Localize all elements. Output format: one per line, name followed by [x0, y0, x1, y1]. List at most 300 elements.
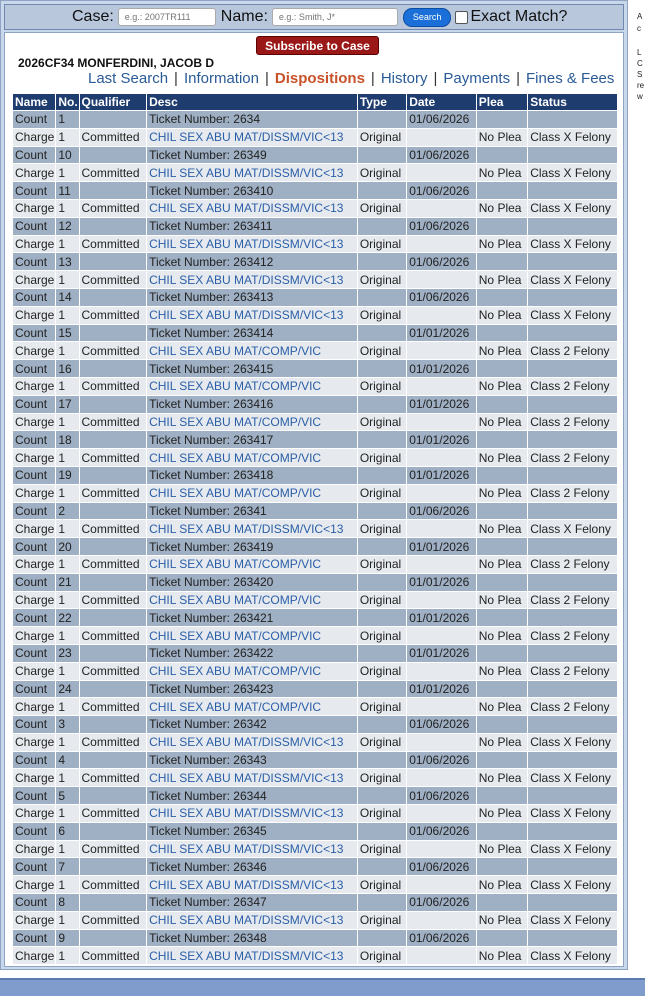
cell-type	[358, 111, 406, 128]
cell-desc[interactable]: CHIL SEX ABU MAT/DISSM/VIC<13	[147, 307, 357, 324]
cell-no: 7	[56, 858, 78, 875]
cell-date: 01/06/2026	[407, 253, 476, 270]
cell-desc: Ticket Number: 26341	[147, 503, 357, 520]
col-header-date: Date	[407, 94, 476, 110]
table-row	[13, 253, 617, 270]
cell-no: 21	[56, 574, 78, 591]
case-panel	[4, 32, 624, 967]
cell-type: Original	[358, 307, 406, 324]
cell-date: 01/06/2026	[407, 111, 476, 128]
cell-desc[interactable]: CHIL SEX ABU MAT/COMP/VIC	[147, 663, 357, 680]
cell-name: Charge	[15, 735, 55, 750]
cell-status	[528, 609, 617, 626]
cell-status: Class X Felony	[528, 129, 617, 146]
cell-no: 13	[56, 253, 78, 270]
cell-type	[358, 609, 406, 626]
cell-desc: Ticket Number: 263410	[147, 182, 357, 199]
table-row	[13, 129, 617, 146]
cell-date	[407, 663, 476, 680]
right-edge-letter: A	[637, 12, 643, 21]
table-row	[13, 538, 617, 555]
cell-no: 9	[56, 930, 78, 947]
cell-qualifier: Committed	[80, 520, 147, 537]
col-header-no: No.	[58, 95, 78, 109]
table-row	[13, 467, 617, 484]
name-input[interactable]	[272, 8, 398, 26]
cell-plea: No Plea	[477, 876, 527, 893]
cell-qualifier	[80, 396, 147, 413]
cell-date	[407, 627, 476, 644]
cell-plea: No Plea	[477, 236, 527, 253]
cell-name: Charge	[15, 948, 55, 963]
table-row	[13, 716, 617, 733]
cell-plea	[477, 253, 527, 270]
cell-date: 01/01/2026	[407, 645, 476, 662]
cell-status	[528, 574, 617, 591]
cell-type: Original	[358, 912, 406, 929]
cell-status: Class X Felony	[528, 200, 617, 217]
cell-status	[528, 431, 617, 448]
cell-name: Charge	[15, 130, 55, 145]
cell-status	[528, 681, 617, 698]
cell-date: 01/06/2026	[407, 894, 476, 911]
cell-desc: Ticket Number: 263412	[147, 253, 357, 270]
cell-no: 1	[56, 627, 78, 644]
cell-desc: Ticket Number: 26342	[147, 716, 357, 733]
cell-qualifier: Committed	[80, 627, 147, 644]
cell-type: Original	[358, 129, 406, 146]
cell-desc[interactable]: CHIL SEX ABU MAT/DISSM/VIC<13	[147, 164, 357, 181]
cell-no: 1	[56, 271, 78, 288]
cell-status	[528, 858, 617, 875]
cell-name: Count	[13, 111, 55, 128]
table-row	[13, 236, 617, 253]
cell-date: 01/01/2026	[407, 538, 476, 555]
cell-no: 1	[56, 111, 78, 128]
cell-plea: No Plea	[477, 663, 527, 680]
cell-date: 01/06/2026	[407, 716, 476, 733]
cell-type: Original	[358, 164, 406, 181]
cell-plea	[477, 182, 527, 199]
cell-name: Count	[13, 930, 55, 947]
cell-type	[358, 396, 406, 413]
cell-date	[407, 307, 476, 324]
cell-status: Class X Felony	[528, 734, 617, 751]
cell-status: Class 2 Felony	[528, 592, 617, 609]
cell-name: Count	[13, 645, 55, 662]
cell-qualifier	[80, 289, 147, 306]
col-header-type: Type	[358, 94, 406, 110]
search-button[interactable]: Search	[403, 8, 452, 27]
tab-information[interactable]: Information	[183, 70, 259, 87]
table-row	[13, 681, 617, 698]
table-header-row	[13, 94, 617, 110]
cell-qualifier: Committed	[80, 449, 147, 466]
cell-status	[528, 716, 617, 733]
table-row	[13, 289, 617, 306]
cell-plea	[477, 325, 527, 342]
cell-desc[interactable]: CHIL SEX ABU MAT/COMP/VIC	[147, 556, 357, 573]
table-body	[13, 111, 617, 964]
cell-desc[interactable]: CHIL SEX ABU MAT/COMP/VIC	[147, 342, 357, 359]
cell-no: 22	[56, 609, 78, 626]
cell-desc[interactable]: CHIL SEX ABU MAT/DISSM/VIC<13	[147, 805, 357, 822]
cell-type	[358, 574, 406, 591]
cell-plea	[477, 431, 527, 448]
table-row	[13, 912, 617, 929]
cell-no: 10	[56, 147, 78, 164]
cell-no: 1	[56, 592, 78, 609]
cell-desc[interactable]: CHIL SEX ABU MAT/COMP/VIC	[147, 449, 357, 466]
cell-no: 23	[56, 645, 78, 662]
cell-type	[358, 787, 406, 804]
cell-desc: Ticket Number: 263421	[147, 609, 357, 626]
cell-date: 01/01/2026	[407, 325, 476, 342]
cell-date	[407, 378, 476, 395]
nav-separator: |	[265, 70, 269, 87]
cell-status: Class 2 Felony	[528, 414, 617, 431]
cell-no: 1	[56, 734, 78, 751]
exact-match-toggle[interactable]	[455, 8, 567, 26]
table-row	[13, 663, 617, 680]
cell-date	[407, 271, 476, 288]
cell-type	[358, 467, 406, 484]
cell-no: 18	[56, 431, 78, 448]
cell-plea	[477, 396, 527, 413]
cell-plea	[477, 894, 527, 911]
cell-type	[358, 823, 406, 840]
cell-qualifier: Committed	[80, 734, 147, 751]
cell-plea	[477, 716, 527, 733]
table-row	[13, 556, 617, 573]
cell-qualifier: Committed	[80, 164, 147, 181]
cell-plea	[477, 538, 527, 555]
cell-type: Original	[358, 342, 406, 359]
cell-name: Count	[13, 894, 55, 911]
cell-desc[interactable]: CHIL SEX ABU MAT/DISSM/VIC<13	[147, 912, 357, 929]
table-row	[13, 752, 617, 769]
cell-type: Original	[358, 734, 406, 751]
cell-qualifier: Committed	[80, 556, 147, 573]
cell-desc[interactable]: CHIL SEX ABU MAT/COMP/VIC	[147, 592, 357, 609]
cell-status: Class X Felony	[528, 805, 617, 822]
cell-type	[358, 253, 406, 270]
cell-plea	[477, 218, 527, 235]
table-row	[13, 858, 617, 875]
cell-date: 01/01/2026	[407, 396, 476, 413]
cell-plea	[477, 752, 527, 769]
cell-qualifier	[80, 609, 147, 626]
cell-date: 01/06/2026	[407, 787, 476, 804]
cell-status: Class X Felony	[528, 236, 617, 253]
cell-desc: Ticket Number: 26345	[147, 823, 357, 840]
cell-status: Class 2 Felony	[528, 449, 617, 466]
cell-name: Count	[13, 538, 55, 555]
cell-date: 01/06/2026	[407, 930, 476, 947]
cell-plea: No Plea	[477, 805, 527, 822]
cell-name: Count	[13, 467, 55, 484]
cell-name: Charge	[15, 699, 55, 714]
cell-desc[interactable]: CHIL SEX ABU MAT/DISSM/VIC<13	[147, 129, 357, 146]
cell-no: 1	[56, 485, 78, 502]
table-row	[13, 485, 617, 502]
table-row	[13, 147, 617, 164]
table-row	[13, 894, 617, 911]
tab-payments[interactable]: Payments	[443, 70, 511, 87]
col-header-qualifier: Qualifier	[80, 94, 147, 110]
cell-desc[interactable]: CHIL SEX ABU MAT/COMP/VIC	[147, 378, 357, 395]
cell-date	[407, 876, 476, 893]
cell-qualifier	[80, 858, 147, 875]
cell-desc: Ticket Number: 26348	[147, 930, 357, 947]
tab-dispositions[interactable]: Dispositions	[274, 70, 365, 87]
cell-name: Count	[13, 289, 55, 306]
cell-no: 15	[56, 325, 78, 342]
table-row	[13, 342, 617, 359]
cell-plea	[477, 823, 527, 840]
table-row	[13, 164, 617, 181]
col-header-plea: Plea	[477, 94, 527, 110]
table-row	[13, 182, 617, 199]
cell-qualifier: Committed	[80, 378, 147, 395]
cell-desc[interactable]: CHIL SEX ABU MAT/DISSM/VIC<13	[147, 200, 357, 217]
cell-name: Charge	[15, 806, 55, 821]
cell-status	[528, 823, 617, 840]
cell-type: Original	[358, 769, 406, 786]
tab-last-search[interactable]: Last Search	[88, 70, 169, 87]
cell-date	[407, 164, 476, 181]
cell-status	[528, 787, 617, 804]
tab-history[interactable]: History	[380, 70, 428, 87]
cell-desc[interactable]: CHIL SEX ABU MAT/DISSM/VIC<13	[147, 947, 357, 964]
cell-desc: Ticket Number: 263420	[147, 574, 357, 591]
cell-desc: Ticket Number: 263415	[147, 360, 357, 377]
cell-type	[358, 716, 406, 733]
cell-name: Count	[13, 609, 55, 626]
cell-name: Count	[13, 681, 55, 698]
cell-qualifier	[80, 894, 147, 911]
cell-qualifier: Committed	[80, 307, 147, 324]
cell-plea: No Plea	[477, 556, 527, 573]
cell-type: Original	[358, 378, 406, 395]
cell-plea: No Plea	[477, 200, 527, 217]
cell-name: Count	[13, 787, 55, 804]
subscribe-button[interactable]: Subscribe to Case	[256, 36, 379, 55]
cell-desc: Ticket Number: 263423	[147, 681, 357, 698]
cell-type	[358, 431, 406, 448]
cell-status: Class X Felony	[528, 520, 617, 537]
cell-desc[interactable]: CHIL SEX ABU MAT/DISSM/VIC<13	[147, 236, 357, 253]
table-row	[13, 645, 617, 662]
cell-date: 01/06/2026	[407, 823, 476, 840]
right-edge-letter: S	[637, 70, 643, 79]
cell-name: Charge	[15, 877, 55, 892]
cell-qualifier	[80, 645, 147, 662]
cell-qualifier	[80, 787, 147, 804]
cell-plea	[477, 787, 527, 804]
cell-desc[interactable]: CHIL SEX ABU MAT/DISSM/VIC<13	[147, 520, 357, 537]
cell-type: Original	[358, 449, 406, 466]
cell-qualifier	[80, 716, 147, 733]
cell-plea	[477, 289, 527, 306]
nav-separator: |	[433, 70, 438, 87]
cell-date: 01/06/2026	[407, 503, 476, 520]
cell-type: Original	[358, 627, 406, 644]
nav-separator: |	[370, 70, 375, 87]
right-edge-text	[629, 0, 645, 970]
cell-name: Charge	[15, 521, 55, 536]
cell-date	[407, 912, 476, 929]
cell-qualifier	[80, 147, 147, 164]
cell-desc[interactable]: CHIL SEX ABU MAT/COMP/VIC	[147, 485, 357, 502]
right-edge-letter: w	[637, 92, 643, 101]
cell-status: Class 2 Felony	[528, 627, 617, 644]
cell-qualifier: Committed	[80, 912, 147, 929]
cell-name: Count	[13, 182, 55, 199]
cell-desc: Ticket Number: 26346	[147, 858, 357, 875]
table-row	[13, 769, 617, 786]
cell-qualifier	[80, 253, 147, 270]
cell-date: 01/06/2026	[407, 182, 476, 199]
cell-desc: Ticket Number: 263422	[147, 645, 357, 662]
cell-type: Original	[358, 698, 406, 715]
cell-no: 14	[56, 289, 78, 306]
cell-qualifier: Committed	[80, 698, 147, 715]
cell-name: Charge	[15, 450, 55, 465]
cell-date	[407, 947, 476, 964]
cell-name: Count	[13, 823, 55, 840]
cell-date	[407, 698, 476, 715]
cell-date: 01/01/2026	[407, 360, 476, 377]
cell-no: 1	[56, 805, 78, 822]
nav-separator: |	[516, 70, 521, 87]
exact-match-checkbox[interactable]	[455, 11, 468, 24]
cell-no: 1	[56, 698, 78, 715]
cell-type	[358, 182, 406, 199]
table-row	[13, 574, 617, 591]
col-header-name: Name	[13, 94, 55, 110]
cell-status: Class X Felony	[528, 769, 617, 786]
table-row	[13, 592, 617, 609]
cell-plea: No Plea	[477, 841, 527, 858]
cell-qualifier: Committed	[80, 947, 147, 964]
cell-date	[407, 129, 476, 146]
cell-no: 1	[56, 556, 78, 573]
cell-name: Charge	[15, 664, 55, 679]
cell-qualifier	[80, 182, 147, 199]
table-row	[13, 841, 617, 858]
cell-type: Original	[358, 520, 406, 537]
table-row	[13, 520, 617, 537]
cell-qualifier: Committed	[80, 805, 147, 822]
cell-date	[407, 414, 476, 431]
table-row	[13, 734, 617, 751]
case-label: Case:	[72, 8, 114, 25]
cell-desc[interactable]: CHIL SEX ABU MAT/DISSM/VIC<13	[147, 876, 357, 893]
cell-qualifier	[80, 503, 147, 520]
cell-date: 01/06/2026	[407, 147, 476, 164]
cell-name: Charge	[15, 842, 55, 857]
cell-type: Original	[358, 200, 406, 217]
cell-desc[interactable]: CHIL SEX ABU MAT/COMP/VIC	[147, 698, 357, 715]
cell-name: Charge	[15, 770, 55, 785]
cell-date: 01/06/2026	[407, 752, 476, 769]
cell-name: Charge	[15, 308, 55, 323]
cell-desc: Ticket Number: 263414	[147, 325, 357, 342]
cell-qualifier: Committed	[80, 841, 147, 858]
cell-no: 1	[56, 236, 78, 253]
cell-plea: No Plea	[477, 698, 527, 715]
cell-desc: Ticket Number: 263413	[147, 289, 357, 306]
cell-qualifier	[80, 360, 147, 377]
cell-no: 3	[56, 716, 78, 733]
cell-name: Charge	[15, 592, 55, 607]
cell-no: 1	[56, 342, 78, 359]
cell-qualifier: Committed	[80, 271, 147, 288]
case-title: 2026CF34 MONFERDINI, JACOB D	[18, 56, 215, 70]
cell-desc[interactable]: CHIL SEX ABU MAT/COMP/VIC	[147, 627, 357, 644]
cell-date	[407, 805, 476, 822]
cell-name: Count	[13, 752, 55, 769]
right-edge-letter: c	[637, 24, 641, 33]
cell-status	[528, 930, 617, 947]
table-row	[13, 200, 617, 217]
tab-fines-fees[interactable]: Fines & Fees	[526, 70, 615, 87]
cell-type	[358, 147, 406, 164]
cell-no: 17	[56, 396, 78, 413]
table-row	[13, 271, 617, 288]
cell-plea: No Plea	[477, 129, 527, 146]
cell-qualifier	[80, 431, 147, 448]
cell-status: Class 2 Felony	[528, 556, 617, 573]
cell-type: Original	[358, 592, 406, 609]
cell-qualifier: Committed	[80, 663, 147, 680]
table-row	[13, 823, 617, 840]
cell-qualifier: Committed	[80, 769, 147, 786]
cell-desc[interactable]: CHIL SEX ABU MAT/DISSM/VIC<13	[147, 769, 357, 786]
cell-type	[358, 752, 406, 769]
cell-desc[interactable]: CHIL SEX ABU MAT/COMP/VIC	[147, 414, 357, 431]
cell-plea	[477, 360, 527, 377]
cell-no: 1	[56, 947, 78, 964]
cell-status	[528, 396, 617, 413]
cell-status	[528, 253, 617, 270]
cell-plea	[477, 858, 527, 875]
cell-qualifier: Committed	[80, 876, 147, 893]
col-header-status: Status	[528, 94, 617, 110]
cell-desc: Ticket Number: 263417	[147, 431, 357, 448]
cell-desc[interactable]: CHIL SEX ABU MAT/DISSM/VIC<13	[147, 271, 357, 288]
cell-status	[528, 467, 617, 484]
cell-type: Original	[358, 556, 406, 573]
table-row	[13, 307, 617, 324]
cell-name: Charge	[15, 236, 55, 251]
cell-desc: Ticket Number: 2634	[147, 111, 357, 128]
table-row	[13, 414, 617, 431]
cell-status	[528, 752, 617, 769]
cell-name: Count	[13, 218, 55, 235]
case-input[interactable]	[118, 8, 216, 26]
cell-desc[interactable]: CHIL SEX ABU MAT/DISSM/VIC<13	[147, 734, 357, 751]
cell-no: 1	[56, 876, 78, 893]
cell-desc[interactable]: CHIL SEX ABU MAT/DISSM/VIC<13	[147, 841, 357, 858]
cell-name: Count	[13, 360, 55, 377]
cell-status: Class X Felony	[528, 164, 617, 181]
table-row	[13, 609, 617, 626]
cell-type	[358, 289, 406, 306]
cell-no: 1	[56, 841, 78, 858]
cell-desc: Ticket Number: 26344	[147, 787, 357, 804]
